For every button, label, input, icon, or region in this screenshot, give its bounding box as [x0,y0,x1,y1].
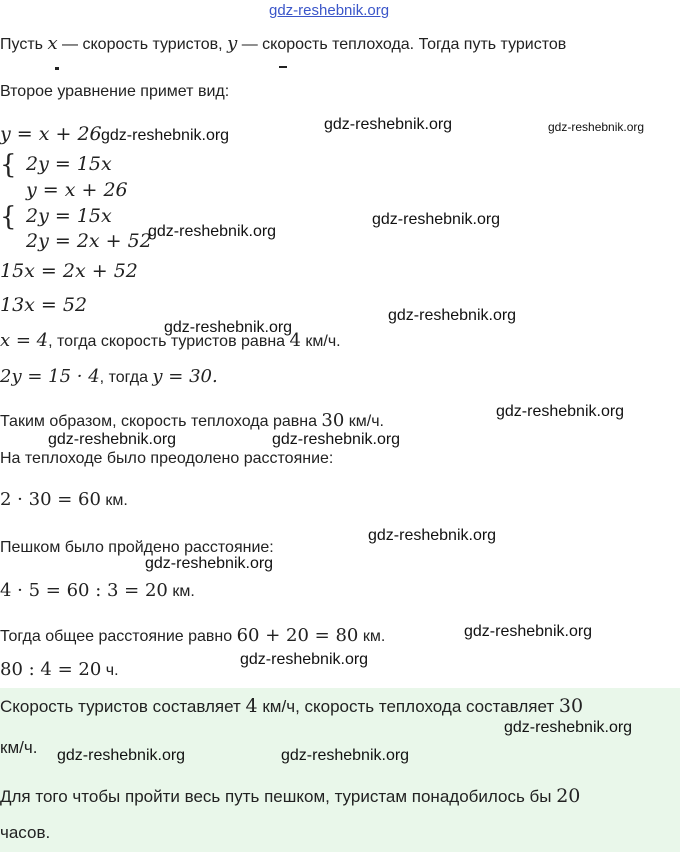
system-1-line-2: y = x + 26 [26,179,128,201]
watermark: gdz-reshebnik.org [48,431,177,448]
x-result-num: 4 [289,330,301,351]
ship-dist-math: 2 · 30 = 60 [0,489,101,510]
watermark: gdz-reshebnik.org [496,403,625,420]
walk-label: Пешком было пройдено расстояние: [0,539,274,556]
total-unit: км. [358,628,386,645]
ship-dist-line [0,490,128,511]
intro-var-y: y [227,33,238,54]
walk-dist-unit: км. [167,583,195,600]
answer-num-2: 30 [558,695,584,717]
system-2-line-1: 2y = 15x [26,205,112,227]
watermark: gdz-reshebnik.org [504,719,633,736]
answer-line-3 [0,786,580,807]
watermark: gdz-reshebnik.org [548,120,645,134]
watermark: gdz-reshebnik.org [324,116,453,133]
watermark: gdz-reshebnik.org [145,555,274,572]
answer-line-2: км/ч. [0,738,38,757]
system-brace-2: { [0,202,17,232]
intro-text-2: — скорость туристов, [57,36,228,53]
answer-line-4: часов. [0,823,51,842]
ship-speed-num: 30 [321,410,345,431]
time-math: 80 : 4 = 20 [0,659,102,680]
equation-2: 15x = 2x + 52 [0,260,138,282]
system-brace-1: { [0,150,17,180]
watermark: gdz-reshebnik.org [368,527,497,544]
ship-speed-unit: км/ч. [344,413,384,430]
intro-text-3: — скорость теплохода. Тогда путь туристов [237,36,567,53]
watermark: gdz-reshebnik.org [281,747,410,764]
clipped-fragment [279,66,287,68]
y-result-line [0,367,218,388]
equation-1: y = x + 26 [0,123,102,145]
answer-text-1: Скорость туристов составляет [0,697,246,716]
y-result-math-1: 2y = 15 · 4 [0,366,100,387]
y-result-math-2: y = 30. [152,366,218,387]
ship-speed-text: Таким образом, скорость теплохода равна [0,413,322,430]
time-unit: ч. [101,662,119,679]
walk-dist-math: 4 · 5 = 60 : 3 = 20 [0,580,168,601]
total-math: 60 + 20 = 80 [236,625,359,646]
watermark: gdz-reshebnik.org [57,747,186,764]
walk-dist-line [0,581,195,602]
intro-var-x: x [47,33,58,54]
total-text: Тогда общее расстояние равно [0,628,237,645]
ship-dist-label: На теплоходе было преодолено расстояние: [0,450,334,467]
clipped-fragment [55,67,59,70]
answer-line-1 [0,696,583,717]
watermark: gdz-reshebnik.org [101,127,230,144]
y-result-text: , тогда [99,369,153,386]
time-line [0,660,119,681]
watermark: gdz-reshebnik.org [164,319,293,336]
x-result-math: x = 4 [0,330,49,351]
watermark: gdz-reshebnik.org [388,307,517,324]
watermark: gdz-reshebnik.org [464,623,593,640]
total-line [0,626,385,647]
equation-3: 13x = 52 [0,294,88,316]
system-2-line-2: 2y = 2x + 52 [26,230,152,252]
watermark: gdz-reshebnik.org [240,651,369,668]
second-eq-label: Второе уравнение примет вид: [0,83,230,100]
answer-num-3: 20 [556,785,581,807]
x-result-unit: км/ч. [300,333,341,350]
watermark: gdz-reshebnik.org [148,223,277,240]
x-result-text: , тогда скорость туристов равна [48,333,290,350]
answer-text-2: км/ч, скорость теплохода составляет [257,697,559,716]
intro-text-1: Пусть [0,36,48,53]
watermark: gdz-reshebnik.org [372,211,501,228]
ship-dist-unit: км. [100,492,128,509]
ship-speed-line [0,411,384,432]
answer-num-1: 4 [245,695,258,717]
system-1-line-1: 2y = 15x [26,153,112,175]
answer-text-3: Для того чтобы пройти весь путь пешком, туристам понадобилось бы [0,787,557,806]
intro-line [0,34,566,55]
watermark-top[interactable]: gdz-reshebnik.org [269,2,390,19]
watermark: gdz-reshebnik.org [272,431,401,448]
